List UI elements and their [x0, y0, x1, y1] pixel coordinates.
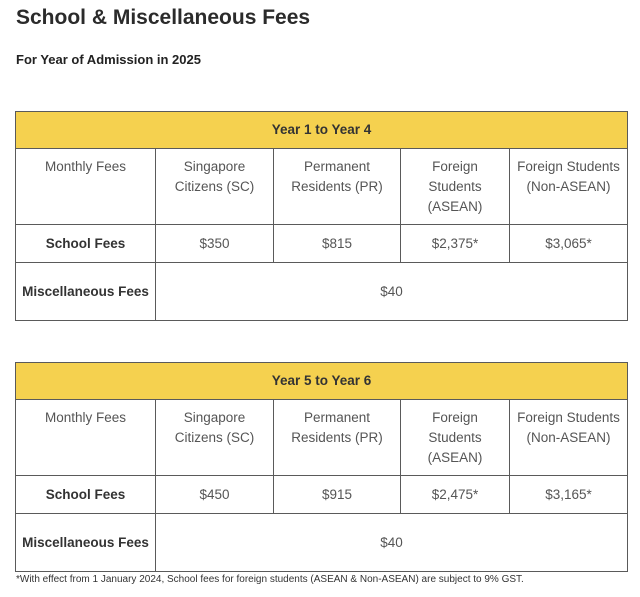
table-band-row	[16, 363, 628, 400]
header-sc: Singapore Citizens (SC)	[156, 149, 274, 225]
cell-asean: $2,375*	[401, 225, 510, 263]
table-row-school-fees	[16, 476, 628, 514]
header-asean: Foreign Students (ASEAN)	[401, 400, 510, 476]
table-header-row	[16, 400, 628, 476]
table-row-misc-fees	[16, 514, 628, 572]
header-non-asean: Foreign Students (Non-ASEAN)	[510, 149, 628, 225]
cell-misc-fees: $40	[156, 514, 628, 572]
header-non-asean: Foreign Students (Non-ASEAN)	[510, 400, 628, 476]
table-band-row	[16, 112, 628, 149]
cell-pr: $815	[274, 225, 401, 263]
header-asean: Foreign Students (ASEAN)	[401, 149, 510, 225]
header-pr: Permanent Residents (PR)	[274, 149, 401, 225]
cell-non-asean: $3,165*	[510, 476, 628, 514]
cell-asean: $2,475*	[401, 476, 510, 514]
fees-table-year-5-6	[15, 362, 628, 572]
header-monthly-fees: Monthly Fees	[16, 149, 156, 225]
table-band-title: Year 1 to Year 4	[16, 112, 628, 149]
cell-sc: $350	[156, 225, 274, 263]
table-band-title: Year 5 to Year 6	[16, 363, 628, 400]
cell-non-asean: $3,065*	[510, 225, 628, 263]
table-header-row	[16, 149, 628, 225]
row-label-school-fees: School Fees	[16, 225, 156, 263]
row-label-misc-fees: Miscellaneous Fees	[16, 263, 156, 321]
page-title: School & Miscellaneous Fees	[16, 6, 311, 29]
cell-misc-fees: $40	[156, 263, 628, 321]
cell-pr: $915	[274, 476, 401, 514]
header-sc: Singapore Citizens (SC)	[156, 400, 274, 476]
header-pr: Permanent Residents (PR)	[274, 400, 401, 476]
row-label-misc-fees: Miscellaneous Fees	[16, 514, 156, 572]
row-label-school-fees: School Fees	[16, 476, 156, 514]
table-row-misc-fees	[16, 263, 628, 321]
page-subtitle: For Year of Admission in 2025	[16, 52, 201, 67]
header-monthly-fees: Monthly Fees	[16, 400, 156, 476]
cell-sc: $450	[156, 476, 274, 514]
table-row-school-fees	[16, 225, 628, 263]
fees-table-year-1-4	[15, 111, 628, 321]
footnote: *With effect from 1 January 2024, School fees for foreign students (ASEAN & Non-ASEAN) are subject to 9% GST.	[16, 574, 524, 585]
